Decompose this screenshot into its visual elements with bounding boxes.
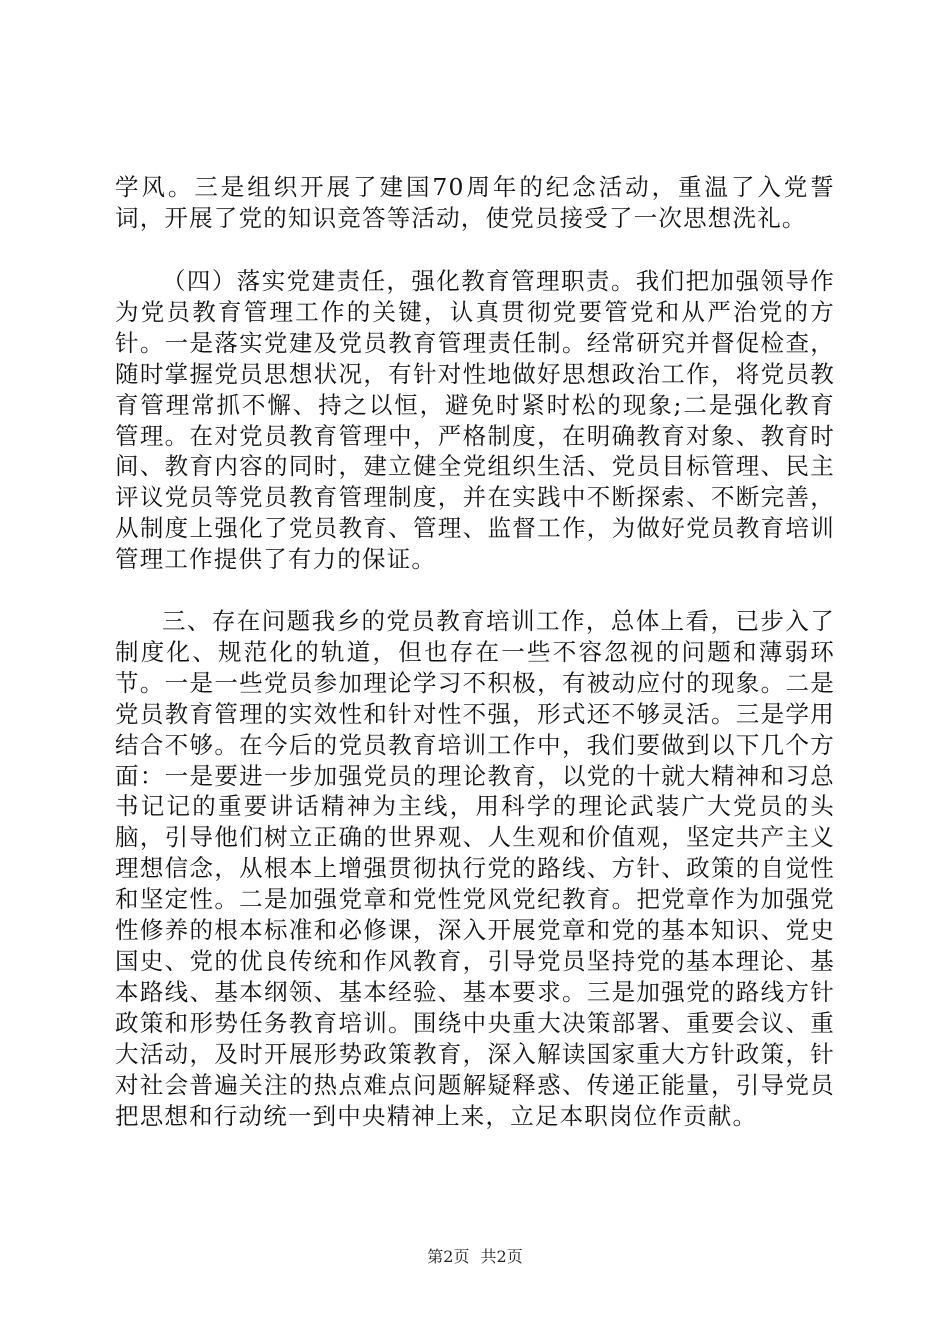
paragraph-section-four: （四）落实党建责任，强化教育管理职责。我们把加强领导作为党员教育管理工作的关键，认真贯彻党要管党和从严治党的方针。一是落实党建及党员教育管理责任制。经常研究并督促检查，随时掌握党员思想状况，有针对性地做好思想政治工作，将党员教育管理常抓不懈、持之以恒，避免时紧时松的现象;二是强化教育管理。在对党员教育管理中，严格制度，在明确教育对象、教育时间、教育内容的同时，建立健全党组织生活、党员目标管理、民主评议党员等党员教育管理制度，并在实践中不断探索、不断完善，从制度上强化了党员教育、管理、监督工作，为做好党员教育培训管理工作提供了有力的保证。 xyxy=(115,267,835,574)
page-number-total: 共2页 xyxy=(480,1247,523,1266)
paragraph-section-three-problems: 三、存在问题我乡的党员教育培训工作，总体上看，已步入了制度化、规范化的轨道，但也存在一些不容忽视的问题和薄弱环节。一是一些党员参加理论学习不积极，有被动应付的现象。二是党员教育管理的实效性和针对性不强，形式还不够灵活。三是学用结合不够。在今后的党员教育培训工作中，我们要做到以下几个方面：一是要进一步加强党员的理论教育，以党的十就大精神和习总书记记的重要讲话精神为主线，用科学的理论武装广大党员的头脑，引导他们树立正确的世界观、人生观和价值观，坚定共产主义理想信念，从根本上增强贯彻执行党的路线、方针、政策的自觉性和坚定性。二是加强党章和党性党风党纪教育。把党章作为加强党性修养的根本标准和必修课，深入开展党章和党的基本知识、党史国史、党的优良传统和作风教育，引导党员坚持党的基本理论、基本路线、基本纲领、基本经验、基本要求。三是加强党的路线方针政策和形势任务教育培训。围绕中央重大决策部署、重要会议、重大活动，及时开展形势政策教育，深入解读国家重大方针政策，针对社会普遍关注的热点难点问题解疑释惑、传递正能量，引导党员把思想和行动统一到中央精神上来，立足本职岗位作贡献。 xyxy=(115,607,835,1130)
paragraph-continuation: 学风。三是组织开展了建国70周年的纪念活动，重温了入党誓词，开展了党的知识竞答等活动，使党员接受了一次思想洗礼。 xyxy=(115,173,835,232)
page-footer xyxy=(0,1244,950,1267)
page-number-current: 第2页 xyxy=(427,1247,470,1266)
